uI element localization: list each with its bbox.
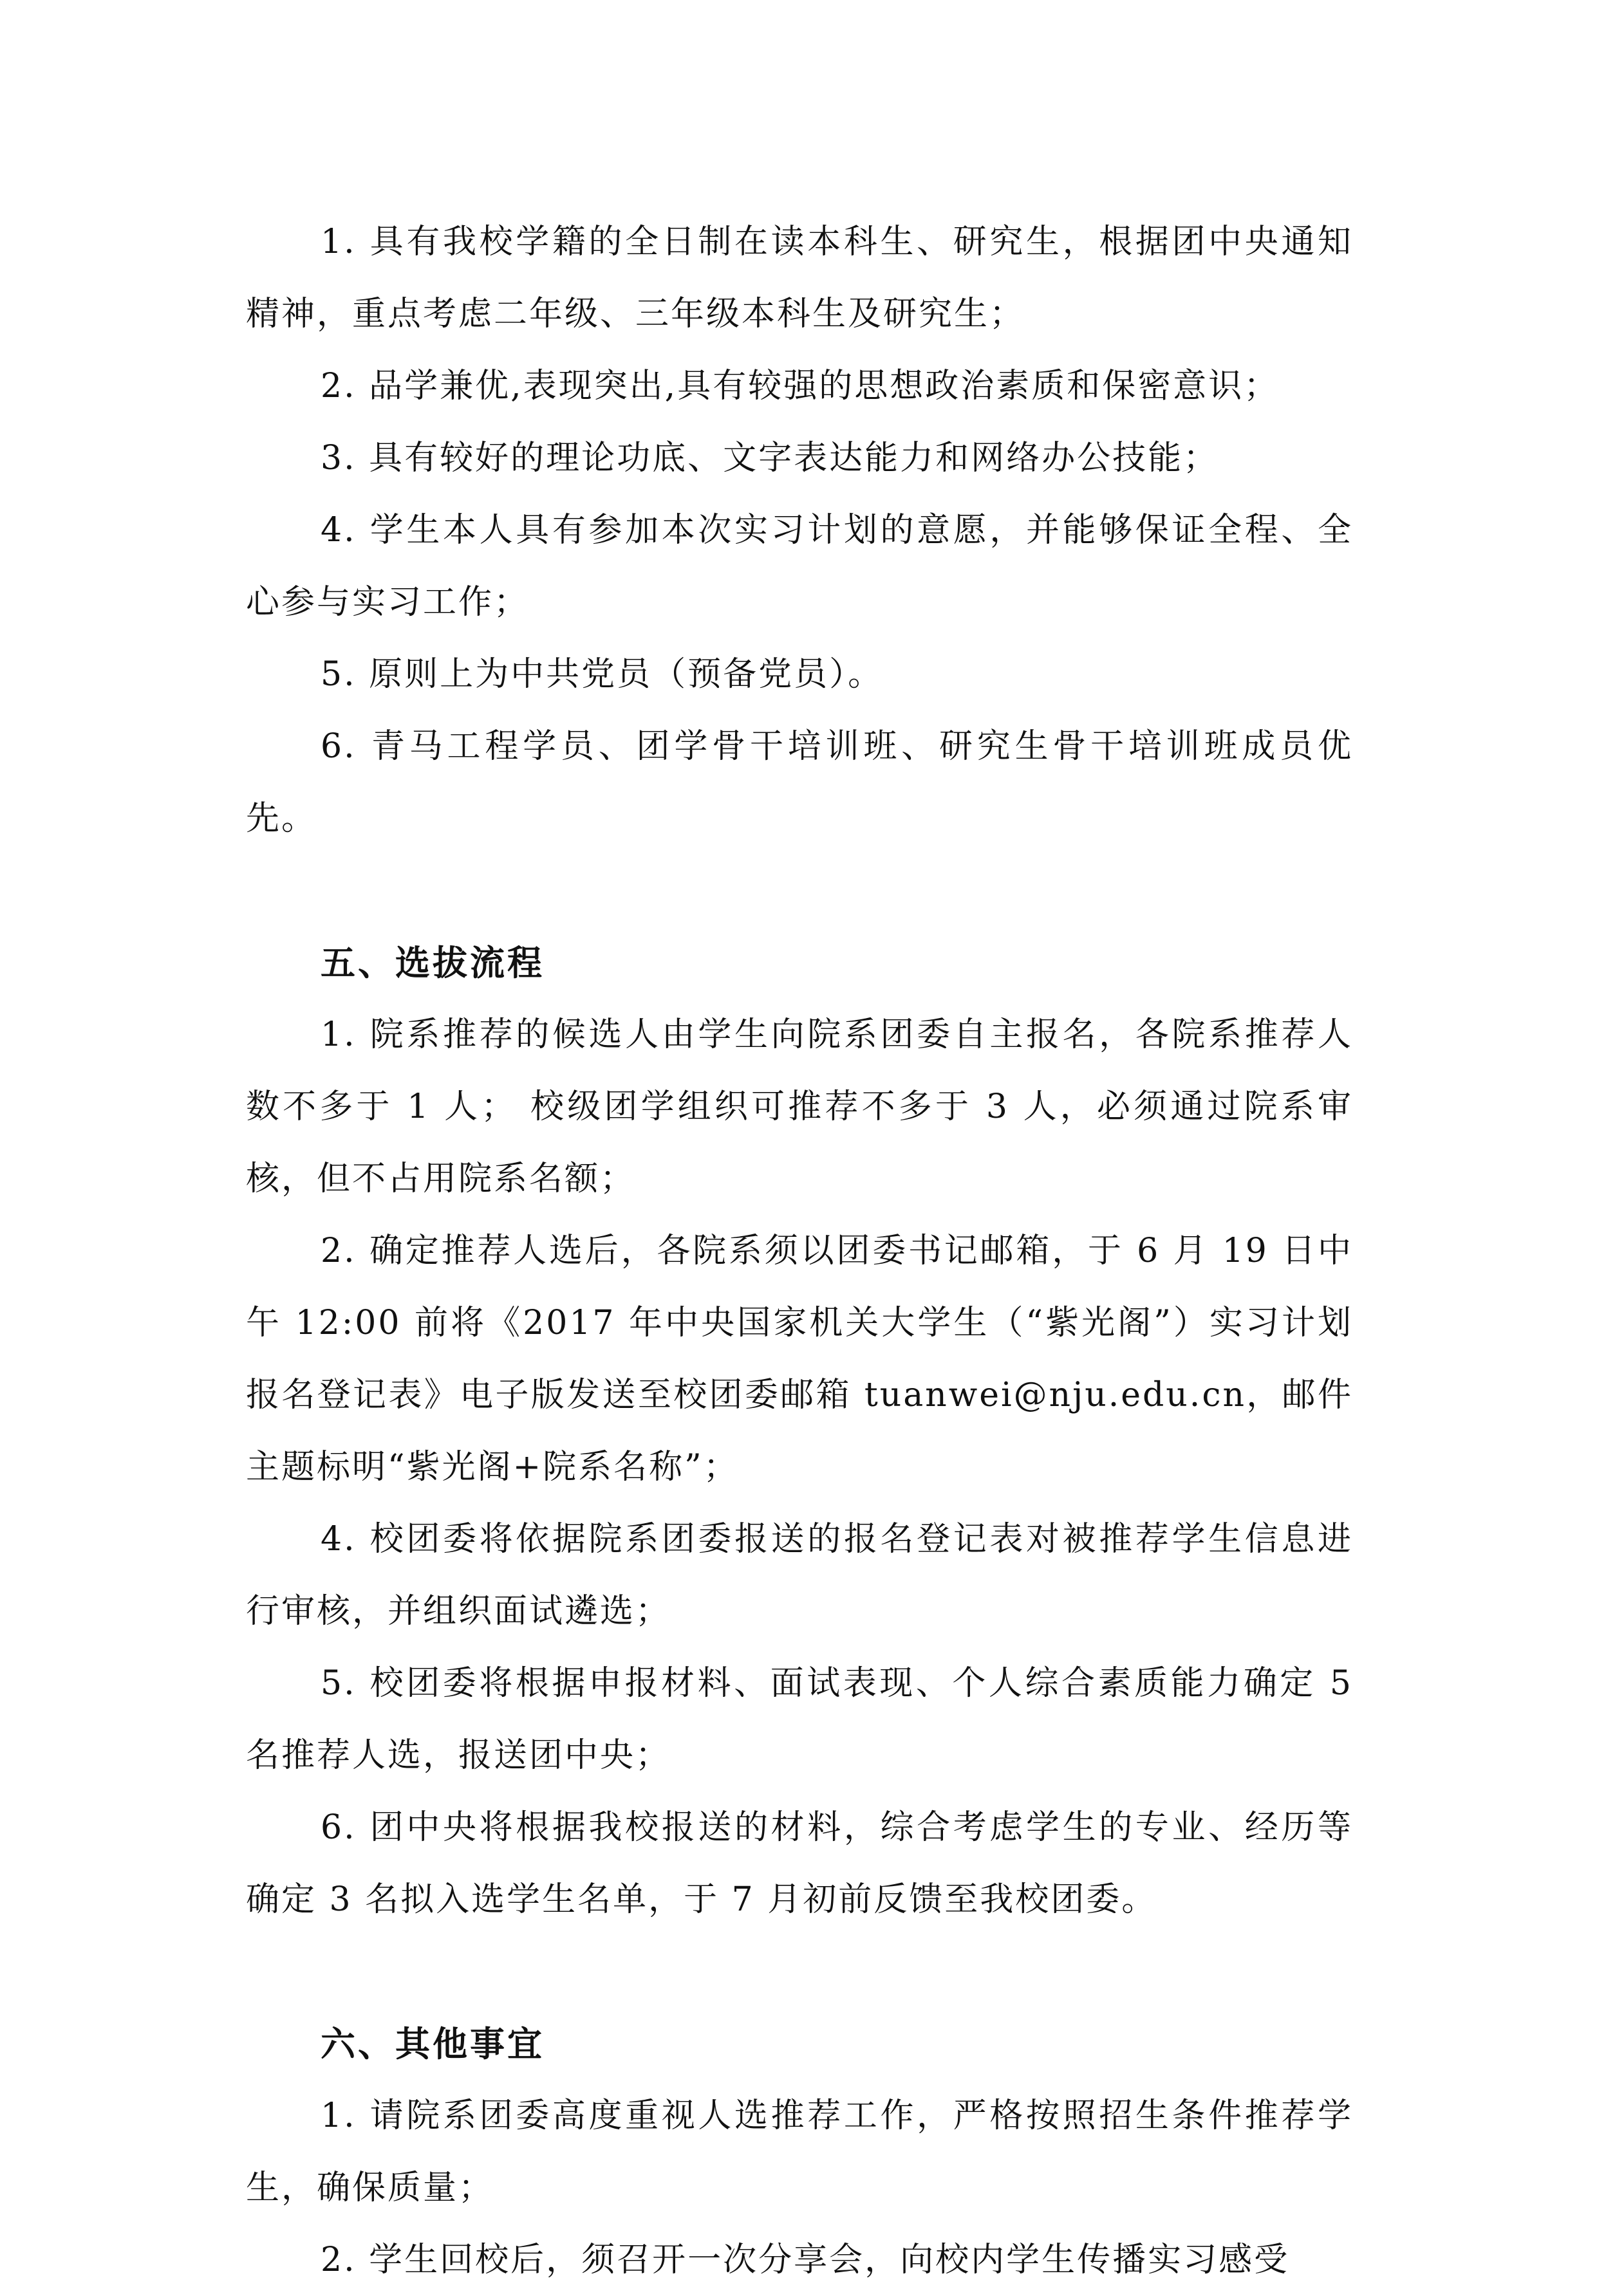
eligibility-item-6: 6. 青马工程学员、团学骨干培训班、研究生骨干培训班成员优先。: [246, 727, 1353, 838]
selection-item-2: 2. 确定推荐人选后，各院系须以团委书记邮箱，于 6 月 19 日中午 12:00 前将《2017 年中央国家机关大学生（“紫光阁”）实习计划报名登记表》电子版发送至校团委邮箱 tuanwei@nju.edu.cn，邮件主题标明“紫光阁+院系名称”；: [246, 1232, 1353, 1486]
selection-process-heading: 五、选拔流程: [321, 942, 545, 983]
eligibility-item-3: 3. 具有较好的理论功底、文字表达能力和网络办公技能；: [321, 439, 1219, 477]
other-matters-heading: 六、其他事宜: [321, 2023, 545, 2064]
other-item-2: 2. 学生回校后，须召开一次分享会，向校内学生传播实习感受: [321, 2241, 1290, 2279]
selection-item-6: 6. 团中央将根据我校报送的材料，综合考虑学生的专业、经历等确定 3 名拟入选学生名单，于 7 月初前反馈至我校团委。: [246, 1808, 1353, 1919]
eligibility-item-2: 2. 品学兼优,表现突出,具有较强的思想政治素质和保密意识；: [321, 367, 1280, 405]
eligibility-item-5: 5. 原则上为中共党员（预备党员）。: [321, 655, 884, 694]
selection-item-5: 5. 校团委将根据申报材料、面试表现、个人综合素质能力确定 5 名推荐人选，报送团中央；: [246, 1664, 1353, 1775]
selection-item-1: 1. 院系推荐的候选人由学生向院系团委自主报名，各院系推荐人数不多于 1 人； 校级团学组织可推荐不多于 3 人，必须通过院系审核，但不占用院系名额；: [246, 1015, 1353, 1198]
eligibility-item-1: 1. 具有我校学籍的全日制在读本科生、研究生，根据团中央通知精神，重点考虑二年级、三年级本科生及研究生；: [246, 223, 1353, 333]
section-spacer: [246, 1936, 1353, 2008]
eligibility-item-4: 4. 学生本人具有参加本次实习计划的意愿，并能够保证全程、全心参与实习工作；: [246, 511, 1353, 622]
section-spacer: [246, 855, 1353, 927]
document-body: [246, 206, 1353, 2296]
other-item-1: 1. 请院系团委高度重视人选推荐工作，严格按照招生条件推荐学生，确保质量；: [246, 2097, 1353, 2207]
selection-item-4: 4. 校团委将依据院系团委报送的报名登记表对被推荐学生信息进行审核，并组织面试遴选；: [246, 1520, 1353, 1631]
